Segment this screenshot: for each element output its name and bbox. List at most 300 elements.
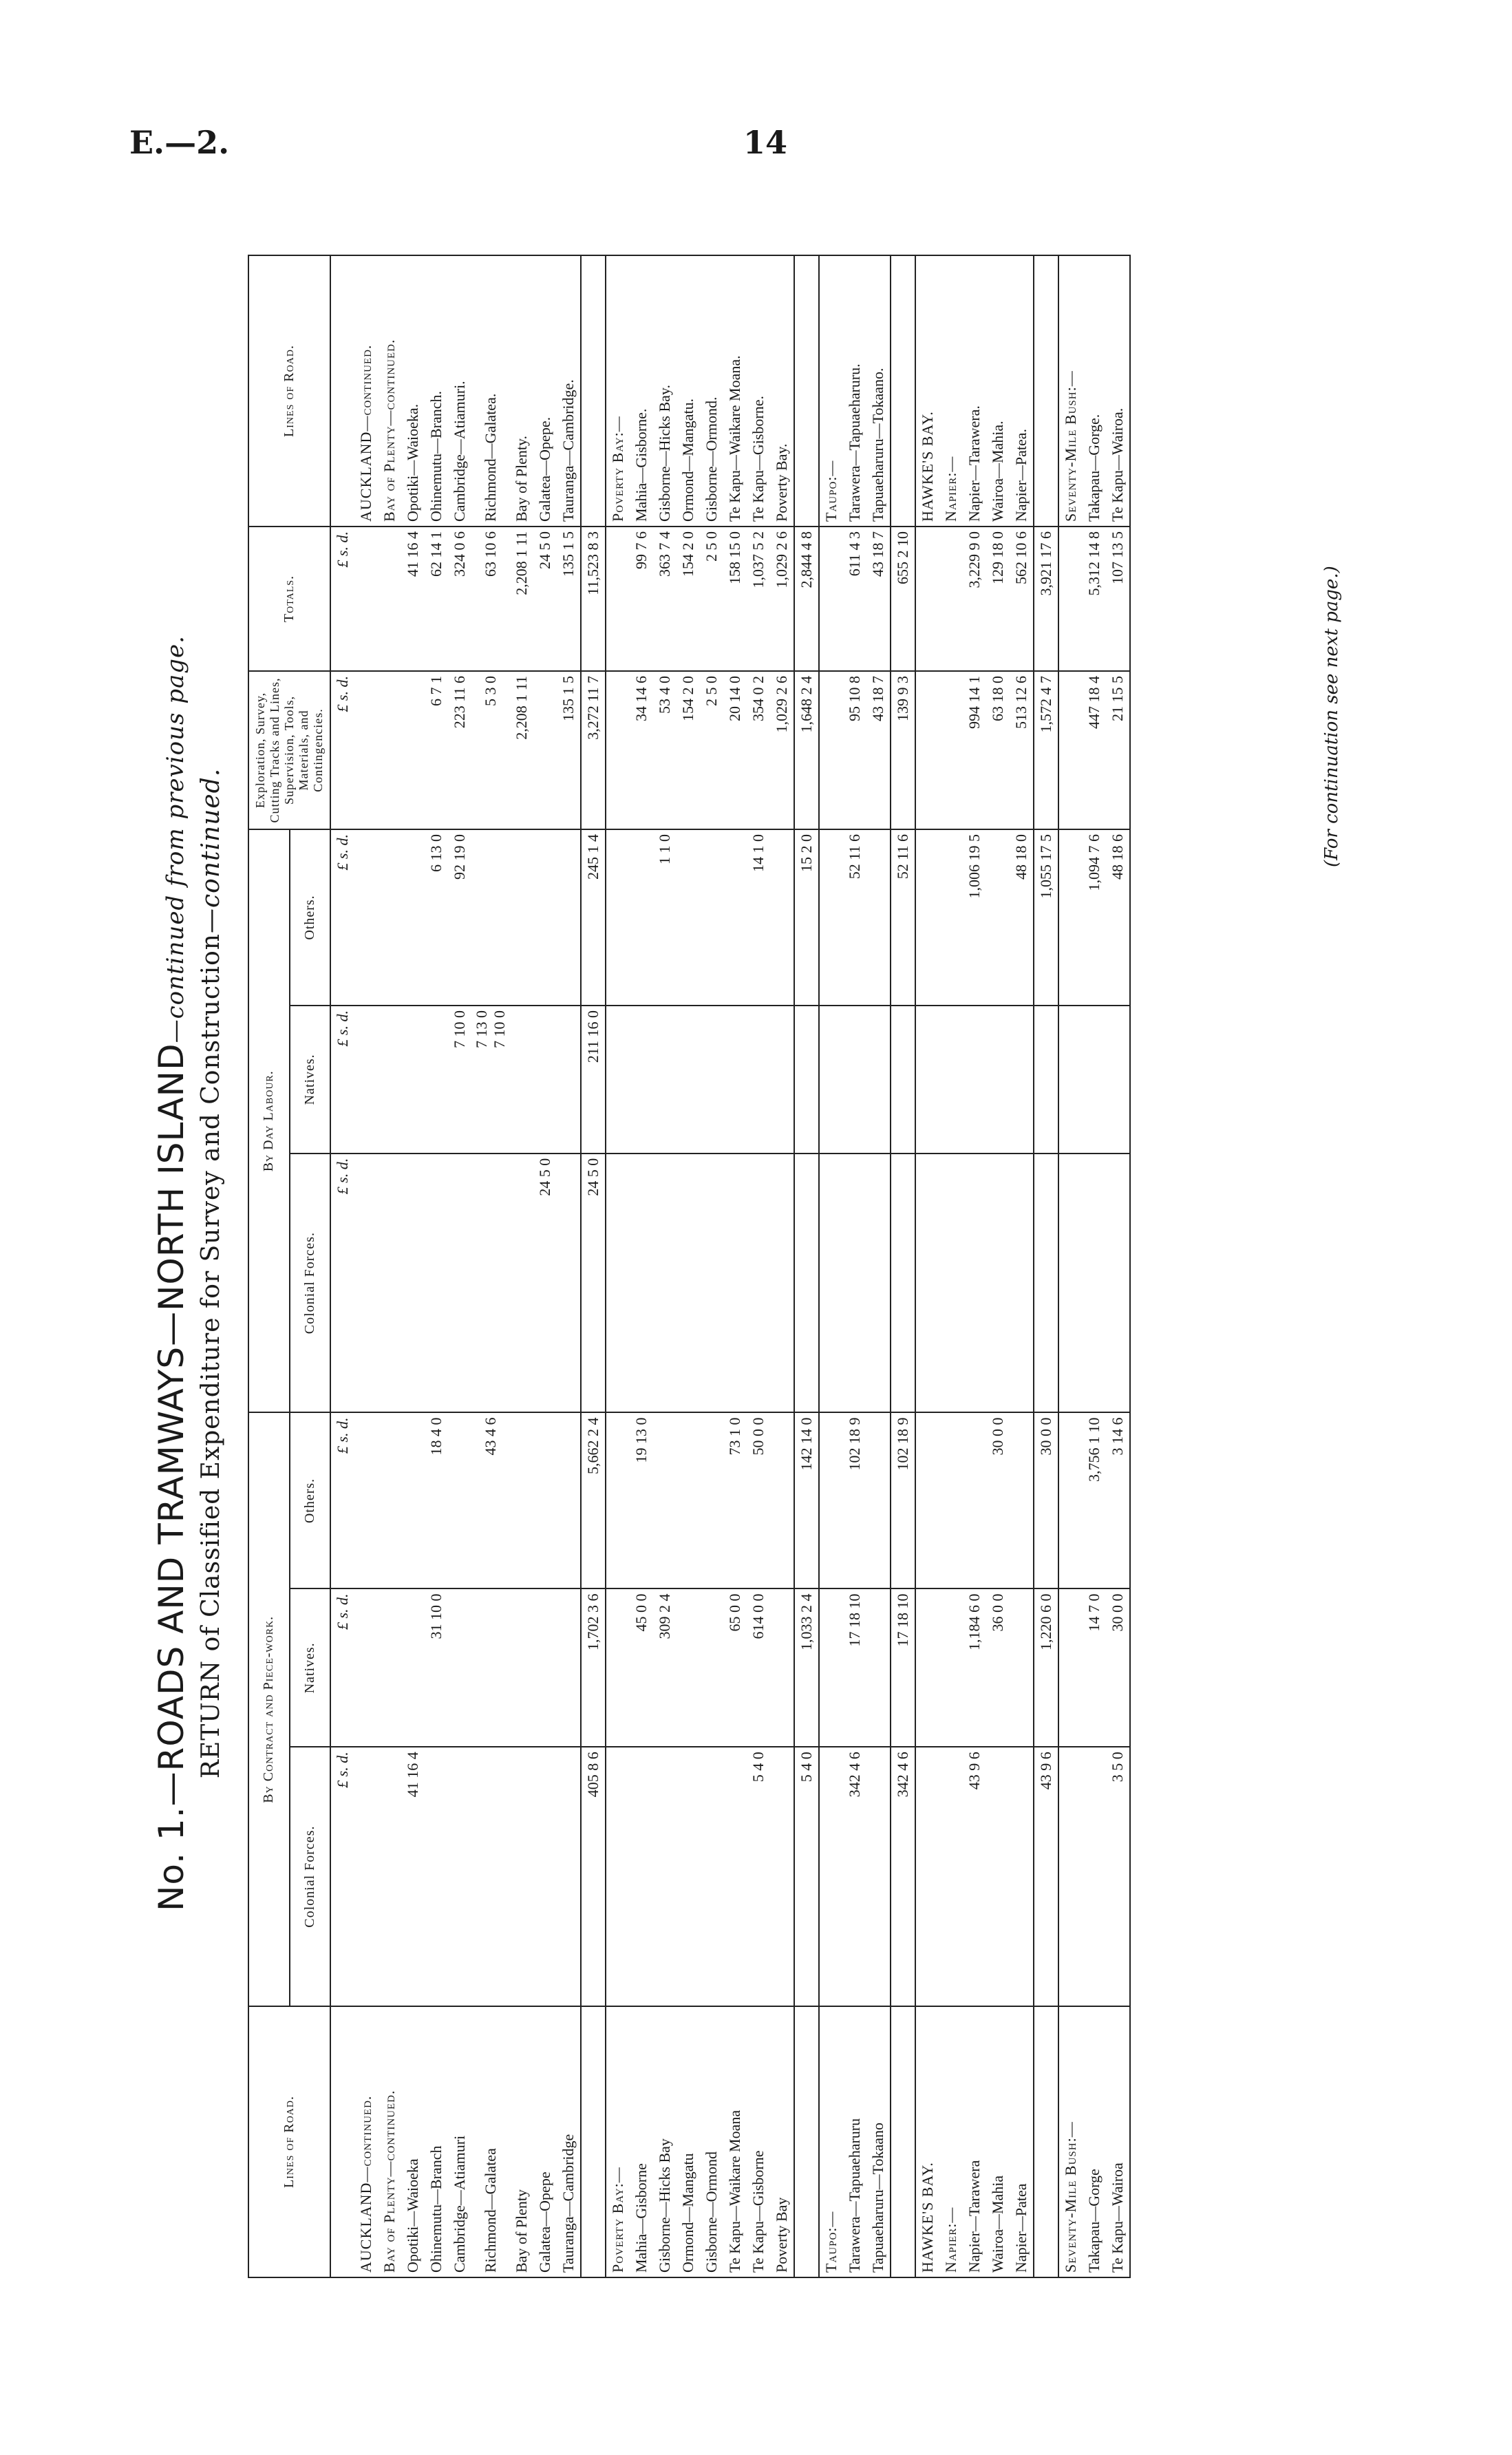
amount-cell: 142 14 0 xyxy=(794,1413,819,1589)
amount-cell xyxy=(533,1588,557,1747)
amount-cell: 24 5 0 xyxy=(533,527,557,671)
amount-cell: 135 1 5 xyxy=(557,671,581,829)
amount-cell: 30 0 0 xyxy=(986,1413,1010,1589)
amount-cell xyxy=(533,1006,557,1154)
amount-cell xyxy=(1010,1006,1034,1154)
table-row xyxy=(866,255,891,2277)
amount-cell: 102 18 9 xyxy=(843,1413,866,1589)
rotated-page-content xyxy=(151,220,1376,2326)
units-cell: £ s. d. xyxy=(330,1588,354,1747)
amount-cell: 24 5 0 xyxy=(533,1154,557,1413)
amount-cell xyxy=(471,1747,510,2006)
subtotal-row xyxy=(1034,255,1058,2277)
amount-cell: 154 2 0 xyxy=(677,671,700,829)
amount-cell: 2,208 1 11 xyxy=(510,527,533,671)
units-cell: £ s. d. xyxy=(330,829,354,1006)
amount-cell: 2 5 0 xyxy=(700,527,723,671)
amount-cell: 18 4 0 xyxy=(425,1413,448,1589)
sub-title-continued: —continued. xyxy=(197,767,225,934)
amount-cell xyxy=(1010,1747,1034,2006)
amount-cell xyxy=(354,1154,378,1413)
amount-cell xyxy=(963,1006,986,1154)
amount-cell: 363 7 4 xyxy=(653,527,677,671)
amount-cell xyxy=(378,1747,401,2006)
amount-cell xyxy=(915,1154,939,1413)
amount-cell: 342 4 6 xyxy=(843,1747,866,2006)
amount-cell: 36 0 0 xyxy=(986,1588,1010,1747)
amount-cell xyxy=(378,1154,401,1413)
amount-cell: 5 4 0 xyxy=(794,1747,819,2006)
sub-title-text: RETURN of Classified Expenditure for Survey and Construction xyxy=(197,933,225,1779)
amount-cell: 1,702 3 6 xyxy=(581,1588,606,1747)
amount-cell: 994 14 1 xyxy=(963,671,986,829)
amount-cell xyxy=(963,1413,986,1589)
header-day-natives: Natives. xyxy=(290,1006,331,1154)
amount-cell xyxy=(354,527,378,671)
amount-cell: 211 16 0 xyxy=(581,1006,606,1154)
amount-cell xyxy=(533,829,557,1006)
amount-cell: 99 7 6 xyxy=(630,527,653,671)
amount-cell: 43 18 7 xyxy=(866,527,891,671)
amount-cell: 52 11 6 xyxy=(843,829,866,1006)
amount-cell xyxy=(677,1154,700,1413)
amount-cell xyxy=(557,1413,581,1589)
road-name-right-cell: AUCKLAND—continued. xyxy=(354,255,378,527)
road-name-right-cell: Ormond—Mangatu. xyxy=(677,255,700,527)
amount-cell: 45 0 0 xyxy=(630,1588,653,1747)
main-title-text: No. 1.—ROADS AND TRAMWAYS—NORTH ISLAND xyxy=(151,1043,191,1911)
road-name-cell: Tauranga—Cambridge xyxy=(557,2006,581,2277)
subtotal-row xyxy=(581,255,606,2277)
amount-cell xyxy=(677,1006,700,1154)
amount-cell xyxy=(723,1154,747,1413)
table-row xyxy=(448,255,471,2277)
amount-cell: 15 2 0 xyxy=(794,829,819,1006)
amount-cell xyxy=(677,1413,700,1589)
amount-cell: 102 18 9 xyxy=(891,1413,915,1589)
amount-cell xyxy=(448,1154,471,1413)
amount-cell xyxy=(630,829,653,1006)
amount-cell xyxy=(700,1006,723,1154)
amount-cell xyxy=(1010,1588,1034,1747)
amount-extra: 7 10 0 xyxy=(491,1010,508,1048)
road-name-right-cell: Napier:— xyxy=(939,255,963,527)
amount-cell xyxy=(677,1588,700,1747)
amount-cell xyxy=(354,829,378,1006)
amount-cell xyxy=(915,1413,939,1589)
road-name-right-cell: Cambridge—Atiamuri. xyxy=(448,255,471,527)
amount-cell xyxy=(770,829,794,1006)
road-name-right-cell: Napier—Tarawera. xyxy=(963,255,986,527)
amount-cell: 223 11 6 xyxy=(448,671,471,829)
amount-cell xyxy=(510,1588,533,1747)
header-contract-colonial-forces: Colonial Forces. xyxy=(290,1747,331,2006)
road-name-right-cell: Wairoa—Mahia. xyxy=(986,255,1010,527)
amount-cell xyxy=(448,1588,471,1747)
road-name-right-cell: Takapau—Gorge. xyxy=(1083,255,1106,527)
road-name-right-cell: Taupo:— xyxy=(819,255,843,527)
amount-cell xyxy=(401,1413,425,1589)
amount-cell xyxy=(677,829,700,1006)
header-totals: Totals. xyxy=(248,527,330,671)
amount-cell xyxy=(819,527,843,671)
road-name-cell: AUCKLAND—continued. xyxy=(354,2006,378,2277)
amount-cell xyxy=(401,1154,425,1413)
amount-cell xyxy=(1106,1154,1130,1413)
amount-cell: 50 0 0 xyxy=(747,1413,770,1589)
main-title-continued: —continued from previous page. xyxy=(162,635,189,1043)
amount-cell xyxy=(939,527,963,671)
amount-cell xyxy=(354,1588,378,1747)
section-heading-row xyxy=(606,255,630,2277)
sub-title xyxy=(197,220,225,2326)
amount-cell: 41 16 4 xyxy=(401,1747,425,2006)
continuation-note: (For continuation see next page.) xyxy=(1321,566,1342,867)
amount-cell xyxy=(866,829,891,1006)
amount-cell xyxy=(1058,1006,1083,1154)
amount-cell xyxy=(378,671,401,829)
amount-cell: 135 1 5 xyxy=(557,527,581,671)
amount-cell xyxy=(819,1747,843,2006)
amount-cell xyxy=(723,1006,747,1154)
amount-cell: 158 15 0 xyxy=(723,527,747,671)
amount-cell xyxy=(354,1413,378,1589)
amount-cell xyxy=(819,1413,843,1589)
amount-cell: 405 8 6 xyxy=(581,1747,606,2006)
amount-cell: 48 18 6 xyxy=(1106,829,1130,1006)
road-name-cell: Gisborne—Ormond xyxy=(700,2006,723,2277)
amount-cell xyxy=(747,1154,770,1413)
road-name-right-cell: HAWKE'S BAY. xyxy=(915,255,939,527)
road-name-right-cell: Richmond—Galatea. xyxy=(471,255,510,527)
amount-cell: 1 1 0 xyxy=(653,829,677,1006)
amount-cell xyxy=(1034,1154,1058,1413)
header-contract-natives: Natives. xyxy=(290,1588,331,1747)
amount-cell xyxy=(1058,1413,1083,1589)
amount-cell xyxy=(1034,1006,1058,1154)
amount-cell: 30 0 0 xyxy=(1034,1413,1058,1589)
amount-cell xyxy=(510,1413,533,1589)
table-row xyxy=(963,255,986,2277)
amount-cell xyxy=(866,1588,891,1747)
amount-cell: 14 7 0 xyxy=(1083,1588,1106,1747)
amount-cell: 63 18 0 xyxy=(986,671,1010,829)
amount-cell xyxy=(939,829,963,1006)
header-day-others: Others. xyxy=(290,829,331,1006)
table-body xyxy=(330,255,1130,2277)
amount-cell: 17 18 10 xyxy=(891,1588,915,1747)
amount-cell xyxy=(606,1588,630,1747)
amount-cell xyxy=(700,1588,723,1747)
amount-cell xyxy=(653,1747,677,2006)
amount-cell xyxy=(915,1006,939,1154)
table-row xyxy=(653,255,677,2277)
amount-cell xyxy=(986,1747,1010,2006)
amount-cell xyxy=(819,1154,843,1413)
amount-cell xyxy=(606,1006,630,1154)
road-name-right-cell: Te Kapu—Wairoa. xyxy=(1106,255,1130,527)
amount-cell xyxy=(1058,671,1083,829)
amount-cell xyxy=(378,829,401,1006)
amount-cell xyxy=(606,1747,630,2006)
amount-cell xyxy=(1058,1588,1083,1747)
amount-cell: 24 5 0 xyxy=(581,1154,606,1413)
amount-cell: 3,229 9 0 xyxy=(963,527,986,671)
table-row xyxy=(700,255,723,2277)
header-by-day-labour: By Day Labour. xyxy=(248,829,290,1413)
amount-cell: 41 16 4 xyxy=(401,527,425,671)
amount-cell: 611 4 3 xyxy=(843,527,866,671)
amount-cell: 1,220 6 0 xyxy=(1034,1588,1058,1747)
road-name-cell: Poverty Bay xyxy=(770,2006,794,2277)
amount-cell: 614 0 0 xyxy=(747,1588,770,1747)
road-name-cell: Napier:— xyxy=(939,2006,963,2277)
road-name-cell: Te Kapu—Gisborne xyxy=(747,2006,770,2277)
amount-cell: 34 14 6 xyxy=(630,671,653,829)
units-row xyxy=(330,255,354,2277)
amount-cell xyxy=(630,1154,653,1413)
road-name-right-cell xyxy=(891,255,915,527)
table-row xyxy=(510,255,533,2277)
amount-cell: 7 10 0 xyxy=(448,1006,471,1154)
amount-cell: 19 13 0 xyxy=(630,1413,653,1589)
amount-cell: 513 12 6 xyxy=(1010,671,1034,829)
amount-cell: 2,208 1 11 xyxy=(510,671,533,829)
amount-cell xyxy=(1058,1154,1083,1413)
amount-cell: 3,272 11 7 xyxy=(581,671,606,829)
subtotal-row xyxy=(891,255,915,2277)
amount-cell: 11,523 8 3 xyxy=(581,527,606,671)
page-reference: E.—2. xyxy=(129,124,230,161)
road-name-right-cell: Gisborne—Ormond. xyxy=(700,255,723,527)
amount-cell xyxy=(843,1154,866,1413)
amount-cell xyxy=(939,1747,963,2006)
amount-cell xyxy=(606,1154,630,1413)
road-name-cell: Te Kapu—Waikare Moana xyxy=(723,2006,747,2277)
amount-cell: 3,756 1 10 xyxy=(1083,1413,1106,1589)
header-day-colonial-forces: Colonial Forces. xyxy=(290,1154,331,1413)
amount-cell: 92 19 0 xyxy=(448,829,471,1006)
amount-cell: 245 1 4 xyxy=(581,829,606,1006)
amount-cell xyxy=(1083,1747,1106,2006)
table-row xyxy=(471,255,510,2277)
units-cell xyxy=(330,2006,354,2277)
road-name-right-cell: Poverty Bay:— xyxy=(606,255,630,527)
main-title xyxy=(151,220,191,2326)
amount-cell xyxy=(448,1413,471,1589)
units-cell: £ s. d. xyxy=(330,1747,354,2006)
units-cell xyxy=(330,255,354,527)
expenditure-table xyxy=(248,255,1131,2278)
amount-cell xyxy=(653,1413,677,1589)
road-name-right-cell: Te Kapu—Waikare Moana. xyxy=(723,255,747,527)
amount-cell xyxy=(425,1747,448,2006)
section-heading-row xyxy=(915,255,939,2277)
units-cell: £ s. d. xyxy=(330,1413,354,1589)
road-name-right-cell xyxy=(581,255,606,527)
road-name-right-cell: Gisborne—Hicks Bay. xyxy=(653,255,677,527)
road-name-right-cell: Tauranga—Cambridge. xyxy=(557,255,581,527)
road-name-cell: Cambridge—Atiamuri xyxy=(448,2006,471,2277)
amount-cell xyxy=(354,1747,378,2006)
table-row xyxy=(986,255,1010,2277)
section-heading-row xyxy=(354,255,378,2277)
road-name-cell xyxy=(581,2006,606,2277)
amount-cell xyxy=(723,829,747,1006)
amount-cell xyxy=(533,1413,557,1589)
amount-cell xyxy=(915,671,939,829)
amount-cell: 1,029 2 6 xyxy=(770,527,794,671)
road-name-cell: Richmond—Galatea xyxy=(471,2006,510,2277)
amount-cell xyxy=(533,1747,557,2006)
amount-cell xyxy=(794,1154,819,1413)
amount-cell: 154 2 0 xyxy=(677,527,700,671)
amount-cell: 1,006 19 5 xyxy=(963,829,986,1006)
amount-cell xyxy=(915,1747,939,2006)
amount-cell xyxy=(700,1413,723,1589)
amount-cell xyxy=(401,829,425,1006)
amount-cell: 107 13 5 xyxy=(1106,527,1130,671)
amount-cell xyxy=(747,1006,770,1154)
road-name-cell: Poverty Bay:— xyxy=(606,2006,630,2277)
units-cell: £ s. d. xyxy=(330,527,354,671)
amount-cell: 1,094 7 6 xyxy=(1083,829,1106,1006)
amount-cell xyxy=(915,829,939,1006)
road-name-right-cell: Poverty Bay. xyxy=(770,255,794,527)
amount-cell xyxy=(378,1006,401,1154)
road-name-cell: HAWKE'S BAY. xyxy=(915,2006,939,2277)
section-heading-row xyxy=(378,255,401,2277)
amount-cell: 1,184 6 0 xyxy=(963,1588,986,1747)
road-name-right-cell xyxy=(794,255,819,527)
header-lines-of-road: Lines of Road. xyxy=(248,2006,330,2277)
amount-cell: 354 0 2 xyxy=(747,671,770,829)
amount-cell xyxy=(939,1154,963,1413)
table-row xyxy=(557,255,581,2277)
amount-cell: 1,029 2 6 xyxy=(770,671,794,829)
road-name-right-cell xyxy=(1034,255,1058,527)
table-row xyxy=(677,255,700,2277)
amount-cell: 1,033 2 4 xyxy=(794,1588,819,1747)
amount-cell: 1,648 2 4 xyxy=(794,671,819,829)
amount-cell xyxy=(510,1006,533,1154)
amount-cell: 62 14 1 xyxy=(425,527,448,671)
amount-cell xyxy=(891,1006,915,1154)
road-name-cell: Tapuaeharuru—Tokaano xyxy=(866,2006,891,2277)
amount-cell xyxy=(723,1747,747,2006)
road-name-cell xyxy=(1034,2006,1058,2277)
amount-cell: 3,921 17 6 xyxy=(1034,527,1058,671)
amount-cell xyxy=(354,1006,378,1154)
amount-cell: 6 7 1 xyxy=(425,671,448,829)
units-cell: £ s. d. xyxy=(330,671,354,829)
road-name-cell: Bay of Plenty xyxy=(510,2006,533,2277)
amount-cell xyxy=(986,829,1010,1006)
amount-cell xyxy=(606,527,630,671)
amount-cell: 95 10 8 xyxy=(843,671,866,829)
road-name-cell: Mahia—Gisborne xyxy=(630,2006,653,2277)
road-name-cell: Galatea—Opepe xyxy=(533,2006,557,2277)
amount-cell xyxy=(891,1154,915,1413)
road-name-cell: Ohinemutu—Branch xyxy=(425,2006,448,2277)
road-name-cell xyxy=(891,2006,915,2277)
amount-cell xyxy=(700,829,723,1006)
amount-cell xyxy=(939,1588,963,1747)
road-name-cell: Napier—Tarawera xyxy=(963,2006,986,2277)
amount-cell xyxy=(471,1588,510,1747)
amount-cell: 1,037 5 2 xyxy=(747,527,770,671)
subtotal-row xyxy=(794,255,819,2277)
amount-cell xyxy=(939,1413,963,1589)
amount-cell: 53 4 0 xyxy=(653,671,677,829)
table-row xyxy=(401,255,425,2277)
amount-cell xyxy=(770,1413,794,1589)
amount-cell xyxy=(557,1588,581,1747)
road-name-cell: Gisborne—Hicks Bay xyxy=(653,2006,677,2277)
amount-cell xyxy=(1010,1413,1034,1589)
road-name-right-cell: Napier—Patea. xyxy=(1010,255,1034,527)
amount-cell xyxy=(819,829,843,1006)
amount-cell xyxy=(401,1588,425,1747)
amount-cell xyxy=(606,671,630,829)
amount-cell xyxy=(378,1588,401,1747)
amount-cell xyxy=(630,1747,653,2006)
amount-cell: 2,844 4 8 xyxy=(794,527,819,671)
table-row xyxy=(770,255,794,2277)
amount-cell xyxy=(378,527,401,671)
amount-cell: 43 9 6 xyxy=(963,1747,986,2006)
road-name-right-cell: Tarawera—Tapuaeharuru. xyxy=(843,255,866,527)
amount-cell: 5,662 2 4 xyxy=(581,1413,606,1589)
amount-cell: 65 0 0 xyxy=(723,1588,747,1747)
amount-cell: 2 5 0 xyxy=(700,671,723,829)
amount-cell xyxy=(1083,1154,1106,1413)
road-name-right-cell: Tapuaeharuru—Tokaano. xyxy=(866,255,891,527)
amount-cell xyxy=(794,1006,819,1154)
amount-cell xyxy=(1106,1006,1130,1154)
header-by-contract: By Contract and Piece-work. xyxy=(248,1413,290,2007)
amount-cell xyxy=(401,1006,425,1154)
header-exploration: Exploration, Survey, Cutting Tracks and Lines, Supervision, Tools, Materials, and Contingencies. xyxy=(248,671,330,829)
road-name-cell: Tarawera—Tapuaeharuru xyxy=(843,2006,866,2277)
road-name-right-cell: Opotiki—Waioeka. xyxy=(401,255,425,527)
amount-cell xyxy=(471,1154,510,1413)
road-name-cell: Bay of Plenty—continued. xyxy=(378,2006,401,2277)
amount-cell xyxy=(1058,1747,1083,2006)
amount-cell xyxy=(378,1413,401,1589)
amount-cell: 139 9 3 xyxy=(891,671,915,829)
road-name-cell: Te Kapu—Wairoa xyxy=(1106,2006,1130,2277)
amount-cell xyxy=(354,671,378,829)
road-name-right-cell: Mahia—Gisborne. xyxy=(630,255,653,527)
amount-cell: 52 11 6 xyxy=(891,829,915,1006)
amount-cell: 342 4 6 xyxy=(891,1747,915,2006)
road-name-cell xyxy=(794,2006,819,2277)
amount-cell xyxy=(866,1747,891,2006)
amount-cell xyxy=(557,1154,581,1413)
amount-cell xyxy=(653,1006,677,1154)
amount-cell: 6 13 0 xyxy=(425,829,448,1006)
amount-cell xyxy=(866,1006,891,1154)
amount-cell xyxy=(606,829,630,1006)
road-name-right-cell: Bay of Plenty. xyxy=(510,255,533,527)
amount-cell: 3 14 6 xyxy=(1106,1413,1130,1589)
road-name-right-cell: Ohinemutu—Branch. xyxy=(425,255,448,527)
amount-cell xyxy=(963,1154,986,1413)
amount-cell xyxy=(1010,1154,1034,1413)
amount-cell: 43 9 6 xyxy=(1034,1747,1058,2006)
road-name-cell: Takapau—Gorge xyxy=(1083,2006,1106,2277)
